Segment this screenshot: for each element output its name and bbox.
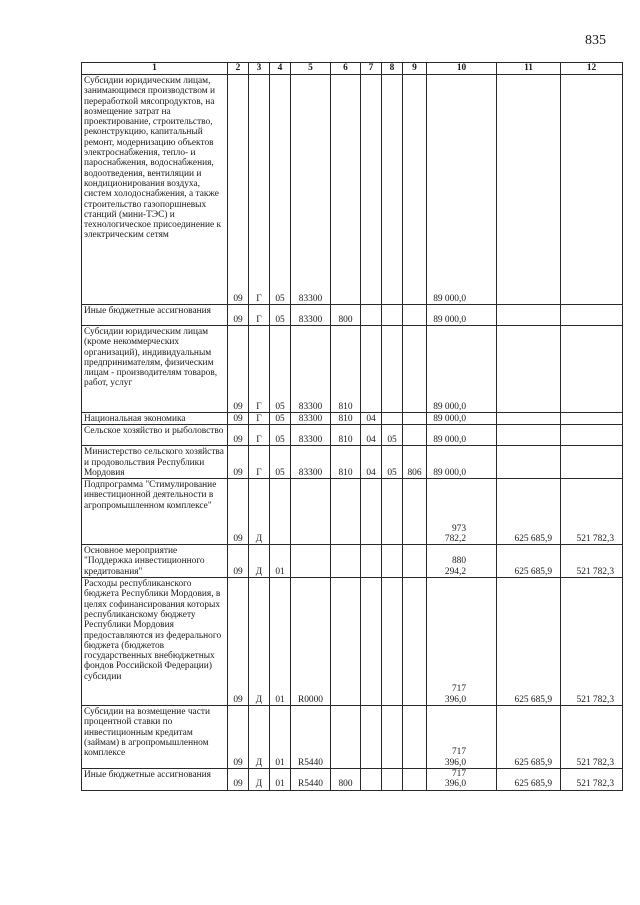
cell-c3: Д xyxy=(249,706,270,769)
table-row xyxy=(82,545,623,578)
table-row xyxy=(82,75,623,305)
column-header-8: 8 xyxy=(382,63,403,75)
cell-c7 xyxy=(361,326,382,413)
cell-c5: 83300 xyxy=(291,75,331,305)
cell-c4: 05 xyxy=(270,75,291,305)
cell-c10: 973 782,2 xyxy=(427,479,497,545)
row-name: Иные бюджетные ассигнования xyxy=(82,769,228,791)
row-name: Подпрограмма "Стимулирование инвестиционной деятельности в агропромышленном комплексе" xyxy=(82,479,228,545)
cell-c8 xyxy=(382,413,403,425)
cell-c9 xyxy=(403,75,427,305)
cell-c12: 521 782,3 xyxy=(561,545,623,578)
row-name: Национальная экономика xyxy=(82,413,228,425)
cell-c9 xyxy=(403,545,427,578)
cell-c4 xyxy=(270,479,291,545)
cell-c10: 89 000,0 xyxy=(427,326,497,413)
column-header-6: 6 xyxy=(331,63,361,75)
cell-c4: 05 xyxy=(270,425,291,446)
cell-c6 xyxy=(331,706,361,769)
column-header-11: 11 xyxy=(497,63,561,75)
cell-c11 xyxy=(497,305,561,326)
cell-c8 xyxy=(382,326,403,413)
cell-c6: 810 xyxy=(331,425,361,446)
cell-c2: 09 xyxy=(228,578,249,706)
cell-c3: Г xyxy=(249,326,270,413)
cell-c6 xyxy=(331,578,361,706)
cell-c10: 717 396,0 xyxy=(427,706,497,769)
table-row xyxy=(82,479,623,545)
cell-c2: 09 xyxy=(228,75,249,305)
cell-c12 xyxy=(561,446,623,479)
cell-c2: 09 xyxy=(228,479,249,545)
cell-c11: 625 685,9 xyxy=(497,769,561,791)
cell-c5: R5440 xyxy=(291,769,331,791)
cell-c3: Д xyxy=(249,578,270,706)
cell-c4: 01 xyxy=(270,769,291,791)
cell-c9 xyxy=(403,769,427,791)
table-row xyxy=(82,425,623,446)
cell-c11 xyxy=(497,425,561,446)
cell-c11 xyxy=(497,75,561,305)
cell-c6 xyxy=(331,75,361,305)
cell-c8 xyxy=(382,305,403,326)
budget-table xyxy=(81,62,623,791)
cell-c10: 717 396,0 xyxy=(427,578,497,706)
cell-c5: 83300 xyxy=(291,326,331,413)
cell-c4: 01 xyxy=(270,545,291,578)
cell-c7 xyxy=(361,769,382,791)
cell-c2: 09 xyxy=(228,706,249,769)
cell-c6 xyxy=(331,479,361,545)
cell-c9 xyxy=(403,305,427,326)
cell-c4: 05 xyxy=(270,413,291,425)
cell-c11: 625 685,9 xyxy=(497,479,561,545)
cell-c2: 09 xyxy=(228,769,249,791)
cell-c7 xyxy=(361,75,382,305)
table-row xyxy=(82,326,623,413)
table-row xyxy=(82,446,623,479)
cell-c9 xyxy=(403,479,427,545)
cell-c3: Д xyxy=(249,479,270,545)
cell-c3: Д xyxy=(249,769,270,791)
cell-c8 xyxy=(382,578,403,706)
cell-c10: 89 000,0 xyxy=(427,425,497,446)
cell-c12 xyxy=(561,75,623,305)
cell-c8: 05 xyxy=(382,446,403,479)
cell-c10: 717 396,0 xyxy=(427,769,497,791)
cell-c4: 05 xyxy=(270,305,291,326)
cell-c2: 09 xyxy=(228,305,249,326)
table-row xyxy=(82,305,623,326)
cell-c10: 89 000,0 xyxy=(427,75,497,305)
cell-c11: 625 685,9 xyxy=(497,578,561,706)
cell-c5 xyxy=(291,479,331,545)
column-header-1: 1 xyxy=(82,63,228,75)
cell-c5: R0000 xyxy=(291,578,331,706)
cell-c2: 09 xyxy=(228,326,249,413)
row-name: Сельское хозяйство и рыболовство xyxy=(82,425,228,446)
row-name: Субсидии на возмещение части процентной ставки по инвестиционным кредитам (займам) в агропромышленном комплексе xyxy=(82,706,228,769)
cell-c5: 83300 xyxy=(291,305,331,326)
cell-c10: 89 000,0 xyxy=(427,305,497,326)
table-row xyxy=(82,706,623,769)
column-header-3: 3 xyxy=(249,63,270,75)
cell-c7 xyxy=(361,545,382,578)
table-body xyxy=(82,75,623,791)
cell-c4: 05 xyxy=(270,326,291,413)
cell-c4: 01 xyxy=(270,706,291,769)
cell-c7 xyxy=(361,479,382,545)
row-name: Расходы республиканского бюджета Республики Мордовия, в целях софинансирования которых республиканскому бюджету Республики Мордовия предоставляются из федерального бюджета (бюджетов государственных внебюджетных фондов Российской Федерации) субсидии xyxy=(82,578,228,706)
cell-c11 xyxy=(497,446,561,479)
cell-c3: Г xyxy=(249,425,270,446)
cell-c11: 625 685,9 xyxy=(497,545,561,578)
cell-c12: 521 782,3 xyxy=(561,578,623,706)
header-row xyxy=(82,63,623,75)
cell-c8 xyxy=(382,706,403,769)
column-header-9: 9 xyxy=(403,63,427,75)
column-header-4: 4 xyxy=(270,63,291,75)
column-header-7: 7 xyxy=(361,63,382,75)
cell-c10: 89 000,0 xyxy=(427,446,497,479)
cell-c12: 521 782,3 xyxy=(561,479,623,545)
cell-c12 xyxy=(561,425,623,446)
cell-c10: 89 000,0 xyxy=(427,413,497,425)
cell-c5: 83300 xyxy=(291,446,331,479)
cell-c2: 09 xyxy=(228,425,249,446)
cell-c6: 810 xyxy=(331,413,361,425)
cell-c9 xyxy=(403,326,427,413)
cell-c5 xyxy=(291,545,331,578)
cell-c3: Г xyxy=(249,413,270,425)
cell-c8 xyxy=(382,75,403,305)
cell-c7: 04 xyxy=(361,413,382,425)
cell-c8 xyxy=(382,479,403,545)
cell-c9 xyxy=(403,413,427,425)
cell-c3: Г xyxy=(249,305,270,326)
cell-c9 xyxy=(403,706,427,769)
row-name: Министерство сельского хозяйства и продовольствия Республики Мордовия xyxy=(82,446,228,479)
cell-c6 xyxy=(331,545,361,578)
table-row xyxy=(82,578,623,706)
cell-c7 xyxy=(361,706,382,769)
cell-c2: 09 xyxy=(228,545,249,578)
table-row xyxy=(82,769,623,791)
cell-c7: 04 xyxy=(361,425,382,446)
cell-c7 xyxy=(361,305,382,326)
cell-c9: 806 xyxy=(403,446,427,479)
cell-c11 xyxy=(497,326,561,413)
cell-c5: 83300 xyxy=(291,413,331,425)
row-name: Субсидии юридическим лицам (кроме некоммерческих организаций), индивидуальным предпринимателям, физическим лицам - производителям товаров, работ, услуг xyxy=(82,326,228,413)
row-name: Субсидии юридическим лицам, занимающимся производством и переработкой мясопродуктов, на возмещение затрат на проектирование, строительство, реконструкцию, капитальный ремонт, модернизацию объектов электроснабжения, тепло- и пароснабжения, водоснабжения, водоотведения, вентиляции и кондиционирования воздуха, систем холодоснабжения, а также строительство газопоршневых станций (мини-ТЭС) и технологическое присоединение к электрическим сетям xyxy=(82,75,228,305)
cell-c12: 521 782,3 xyxy=(561,706,623,769)
cell-c12 xyxy=(561,413,623,425)
table-row xyxy=(82,413,623,425)
cell-c6: 800 xyxy=(331,305,361,326)
cell-c7 xyxy=(361,578,382,706)
cell-c6: 810 xyxy=(331,326,361,413)
cell-c6: 810 xyxy=(331,446,361,479)
cell-c9 xyxy=(403,425,427,446)
table-header xyxy=(82,63,623,75)
cell-c5: R5440 xyxy=(291,706,331,769)
row-name: Иные бюджетные ассигнования xyxy=(82,305,228,326)
cell-c2: 09 xyxy=(228,446,249,479)
cell-c8 xyxy=(382,769,403,791)
cell-c12 xyxy=(561,326,623,413)
cell-c12 xyxy=(561,305,623,326)
column-header-12: 12 xyxy=(561,63,623,75)
cell-c2: 09 xyxy=(228,413,249,425)
column-header-10: 10 xyxy=(427,63,497,75)
cell-c3: Г xyxy=(249,446,270,479)
cell-c4: 05 xyxy=(270,446,291,479)
cell-c9 xyxy=(403,578,427,706)
cell-c12: 521 782,3 xyxy=(561,769,623,791)
cell-c10: 880 294,2 xyxy=(427,545,497,578)
cell-c7: 04 xyxy=(361,446,382,479)
cell-c11: 625 685,9 xyxy=(497,706,561,769)
cell-c8: 05 xyxy=(382,425,403,446)
cell-c11 xyxy=(497,413,561,425)
cell-c3: Д xyxy=(249,545,270,578)
cell-c5: 83300 xyxy=(291,425,331,446)
column-header-5: 5 xyxy=(291,63,331,75)
cell-c6: 800 xyxy=(331,769,361,791)
cell-c3: Г xyxy=(249,75,270,305)
row-name: Основное мероприятие "Поддержка инвестиционного кредитования" xyxy=(82,545,228,578)
cell-c4: 01 xyxy=(270,578,291,706)
page-number: 835 xyxy=(585,33,606,48)
cell-c8 xyxy=(382,545,403,578)
column-header-2: 2 xyxy=(228,63,249,75)
